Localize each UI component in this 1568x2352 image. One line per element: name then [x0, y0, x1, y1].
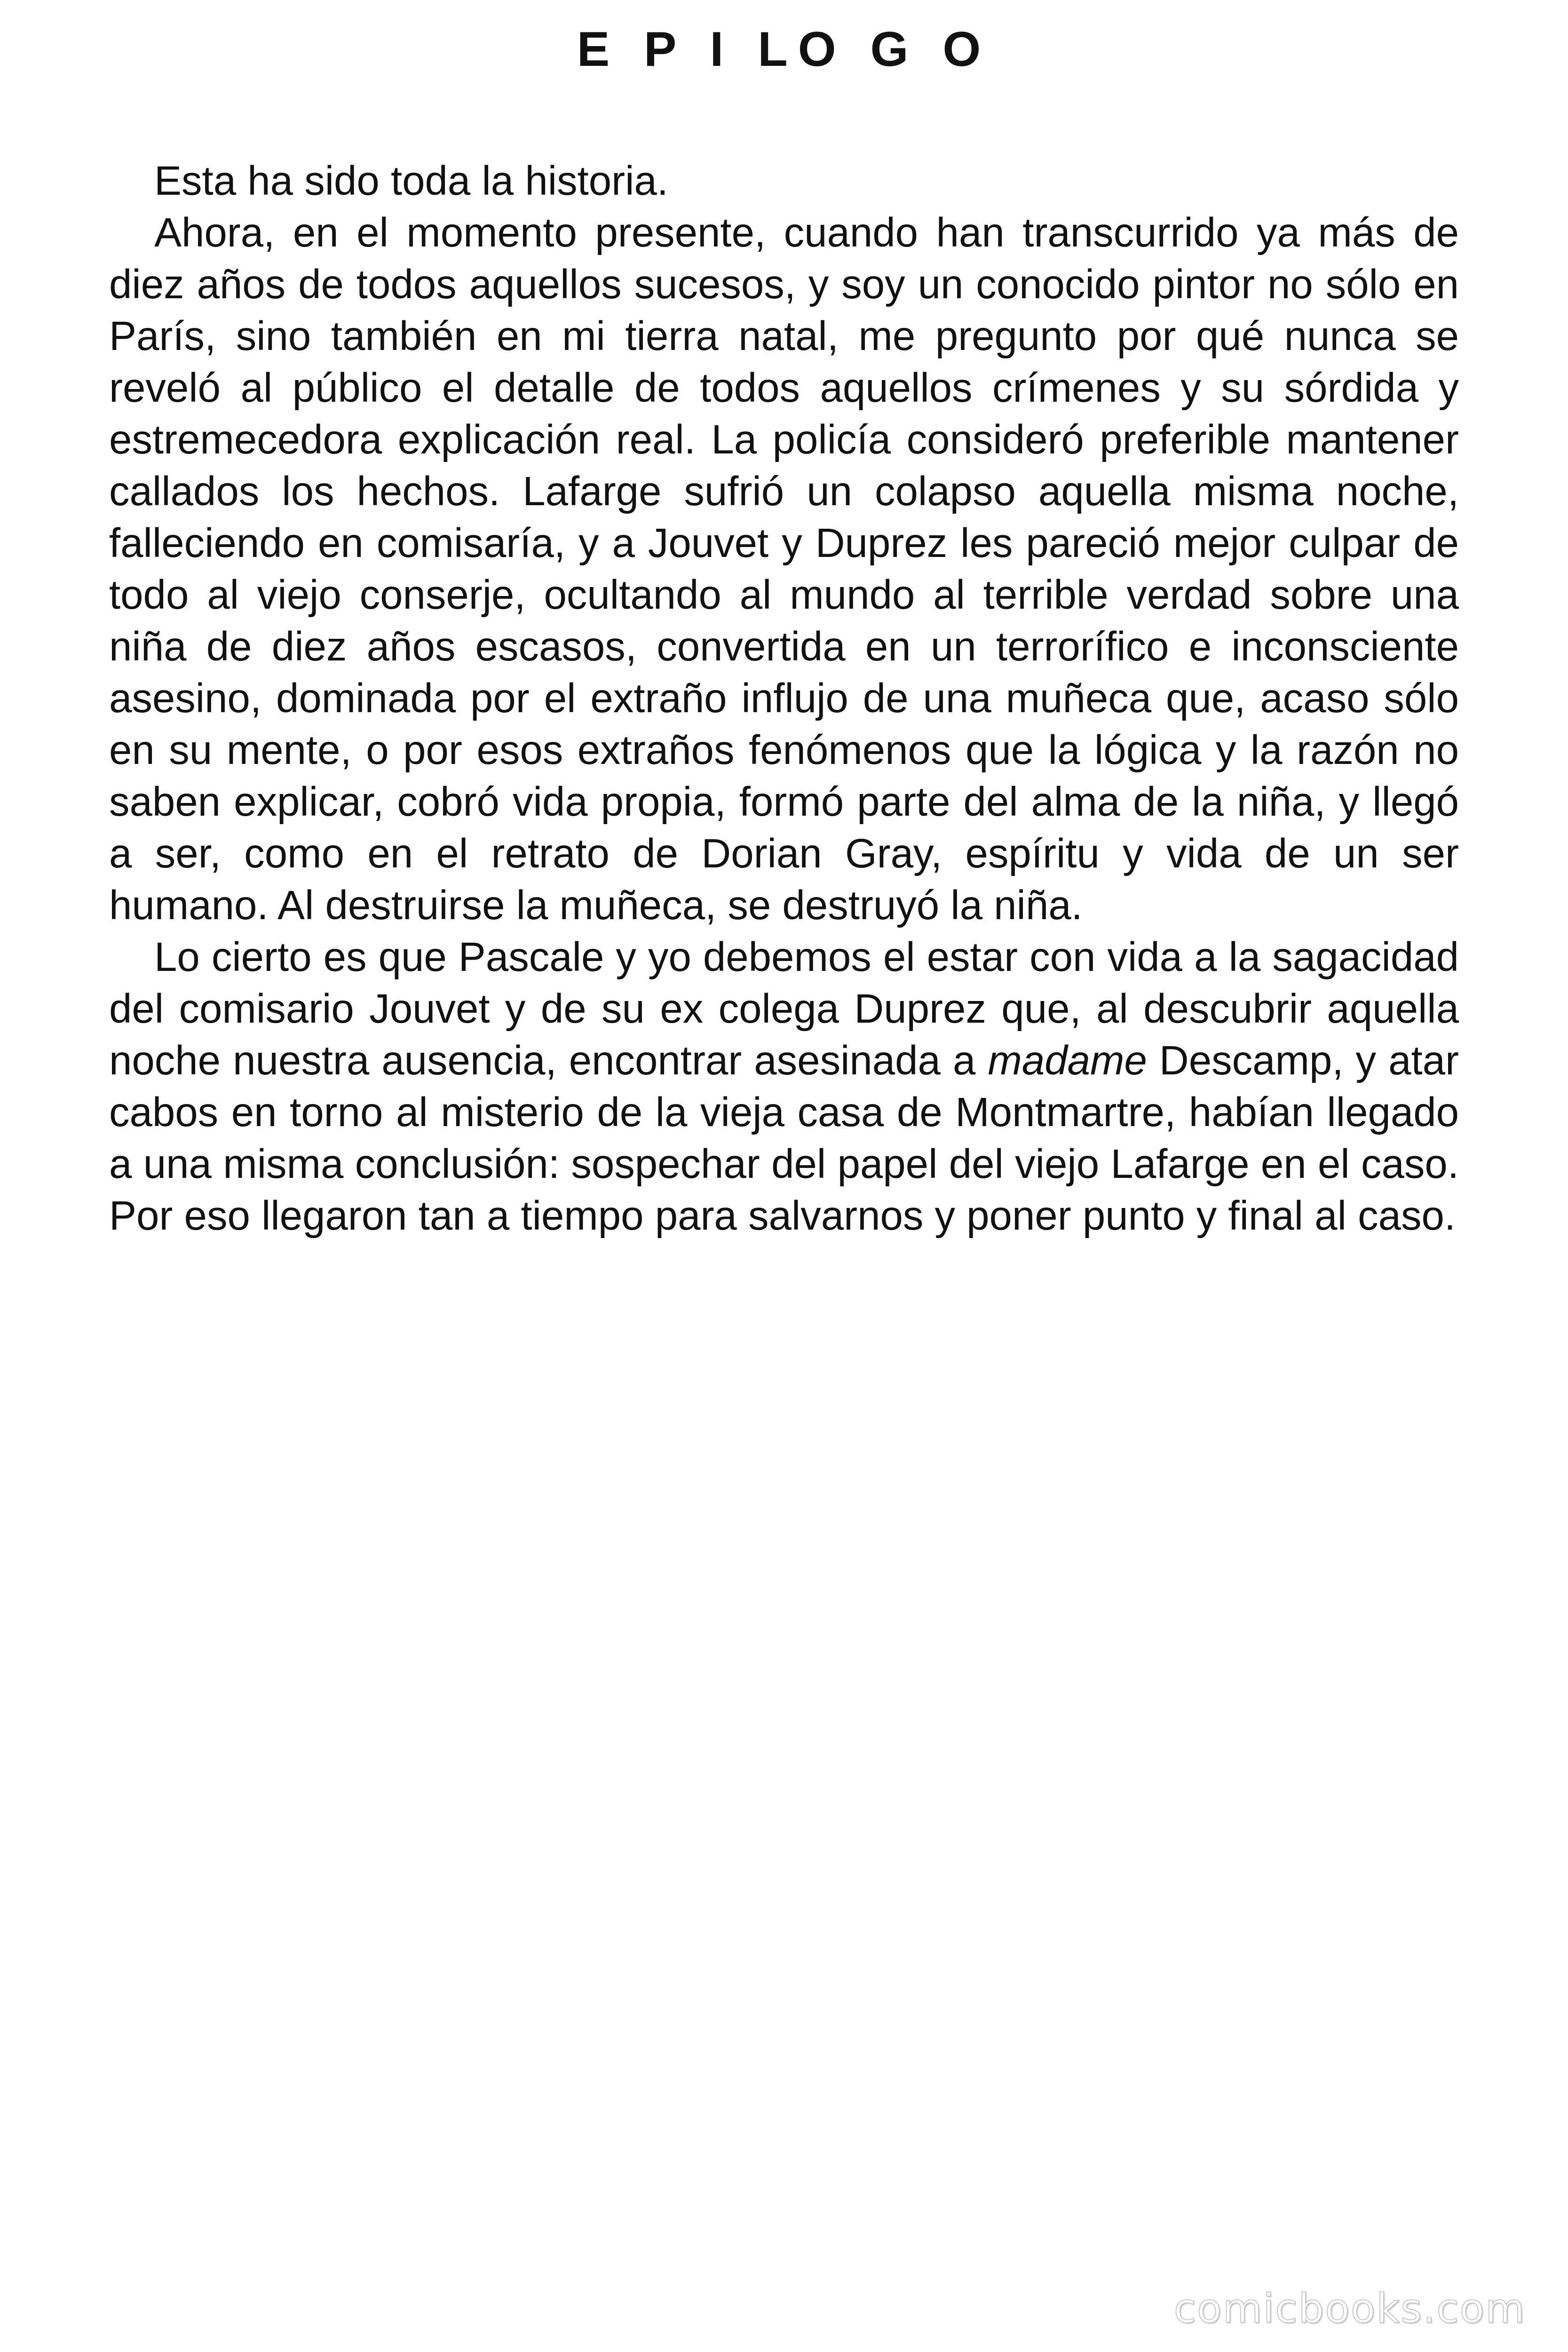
chapter-title: E P I LO G O — [577, 22, 991, 77]
paragraph-3-end: Descamp, y atar cabos en torno al misterio de la vieja casa de Montmartre, habían llegado a una misma conclusión: sospechar del papel del viejo Lafarge en el caso. Por eso llegaron tan a tiempo para salvarnos y poner punto y final al caso. — [109, 1038, 1459, 1239]
body-text — [109, 155, 1459, 1242]
paragraph-2: Ahora, en el momento presente, cuando han transcurrido ya más de diez años de todos aquellos sucesos, y soy un conocido pintor no sólo en París, sino también en mi tierra natal, me pregunto por qué nunca se reveló al público el detalle de todos aquellos crímenes y su sórdida y estremecedora explicación real. La policía consideró preferible mantener callados los hechos. Lafarge sufrió un colapso aquella misma noche, falleciendo en comisaría, y a Jouvet y Duprez les pareció mejor culpar de todo al viejo conserje, ocultando al mundo al terrible verdad sobre una niña de diez años escasos, convertida en un terrorífico e inconsciente asesino, dominada por el extraño influjo de una muñeca que, acaso sólo en su mente, o por esos extraños fenómenos que la lógica y la razón no saben explicar, cobró vida propia, formó parte del alma de la niña, y llegó a ser, como en el retrato de Dorian Gray, espíritu y vida de un ser humano. Al destruirse la muñeca, se destruyó la niña. — [109, 210, 1459, 928]
watermark: comicbooks.com — [1173, 2285, 1526, 2332]
italic-word: madame — [988, 1038, 1147, 1083]
paragraph-3 — [109, 931, 1459, 1242]
paragraph-1: Esta ha sido toda la historia. — [154, 158, 668, 204]
paragraph-3-start: Lo cierto es que Pascale y yo debemos el estar con vida a la sagacidad del comisario Jouvet y de su ex colega Duprez que, al descubrir aquella noche nuestra ausencia, encontrar asesinada a — [109, 934, 1459, 1083]
